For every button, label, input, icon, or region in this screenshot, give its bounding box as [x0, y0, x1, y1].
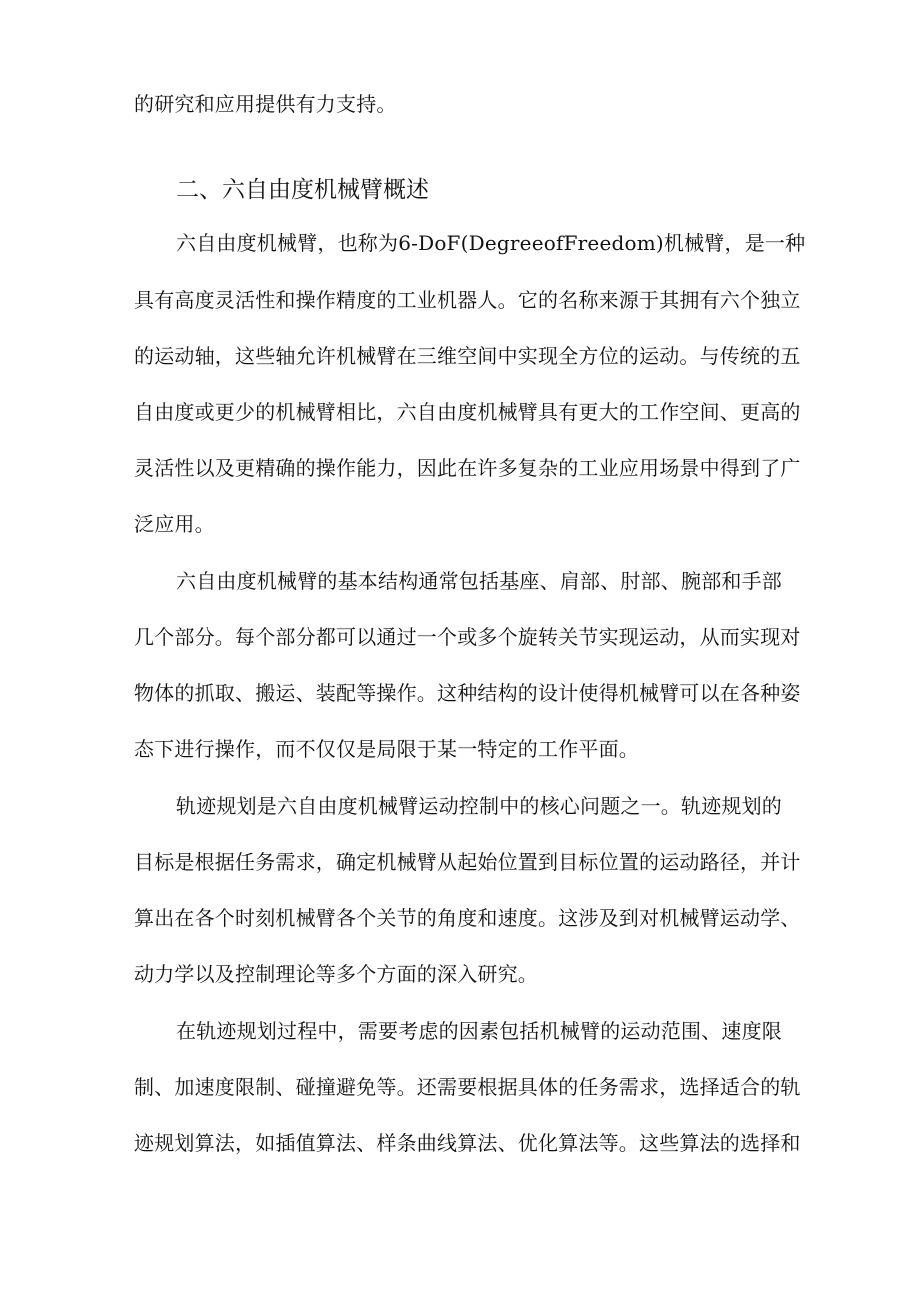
paragraph-line: 制、加速度限制、碰撞避免等。还需要根据具体的任务需求，选择适合的轨 — [134, 1075, 801, 1099]
paragraph-line: 动力学以及控制理论等多个方面的深入研究。 — [134, 962, 538, 986]
paragraph-line: 六自由度机械臂，也称为6-DoF(DegreeofFreedom)机械臂，是一种 — [176, 231, 806, 255]
paragraph-line: 在轨迹规划过程中，需要考虑的因素包括机械臂的运动范围、速度限 — [176, 1019, 782, 1043]
paragraph-line: 轨迹规划是六自由度机械臂运动控制中的核心问题之一。轨迹规划的 — [176, 794, 782, 818]
paragraph-line: 泛应用。 — [134, 512, 215, 536]
paragraph-line: 目标是根据任务需求，确定机械臂从起始位置到目标位置的运动路径，并计 — [134, 850, 801, 874]
paragraph-line: 迹规划算法，如插值算法、样条曲线算法、优化算法等。这些算法的选择和 — [134, 1131, 801, 1155]
section-heading: 二、六自由度机械臂概述 — [176, 177, 429, 203]
paragraph-line: 物体的抓取、搬运、装配等操作。这种结构的设计使得机械臂可以在各种姿 — [134, 681, 801, 705]
paragraph-line: 自由度或更少的机械臂相比，六自由度机械臂具有更大的工作空间、更高的 — [134, 400, 801, 424]
paragraph-line: 六自由度机械臂的基本结构通常包括基座、肩部、肘部、腕部和手部 — [176, 569, 782, 593]
paragraph-line: 算出在各个时刻机械臂各个关节的角度和速度。这涉及到对机械臂运动学、 — [134, 906, 801, 930]
paragraph-line: 几个部分。每个部分都可以通过一个或多个旋转关节实现运动，从而实现对 — [134, 625, 801, 649]
paragraph-line: 灵活性以及更精确的操作能力，因此在许多复杂的工业应用场景中得到了广 — [134, 456, 801, 480]
paragraph-line: 具有高度灵活性和操作精度的工业机器人。它的名称来源于其拥有六个独立 — [134, 288, 801, 312]
paragraph-line: 态下进行操作，而不仅仅是局限于某一特定的工作平面。 — [134, 737, 639, 761]
continuation-line: 的研究和应用提供有力支持。 — [134, 92, 397, 116]
paragraph-line: 的运动轴，这些轴允许机械臂在三维空间中实现全方位的运动。与传统的五 — [134, 344, 801, 368]
